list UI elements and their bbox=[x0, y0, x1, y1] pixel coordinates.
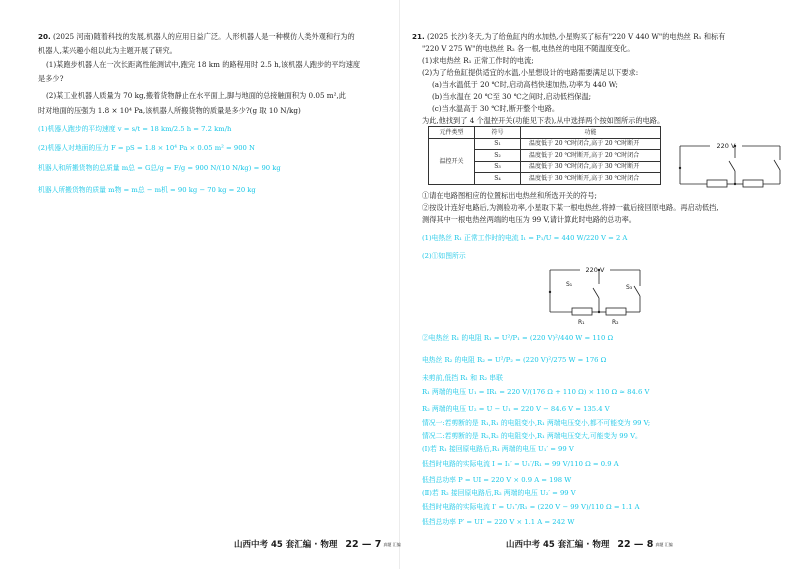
right-footer bbox=[506, 539, 673, 551]
row-function: 温度低于 30 ℃时闭合,高于 30 ℃时断开 bbox=[521, 161, 661, 173]
left-footer-tag: 真题 汇编 bbox=[383, 542, 401, 548]
question-circuit-diagram bbox=[672, 138, 792, 194]
q20-answer1: (1)机器人跑步的平均速度 v = s/t = 18 km/2.5 h = 7.2 km/h bbox=[38, 125, 232, 133]
row-symbol: S₁ bbox=[475, 138, 521, 150]
q21-number: 21. bbox=[412, 32, 425, 41]
switch-table bbox=[428, 126, 661, 185]
q20-answer3: 机器人和所搬货物的总质量 m总 = G总/g = F/g = 900 N/(10 N/kg) = 90 kg bbox=[38, 164, 281, 172]
q21-req-c: (c)当水温高于 30 ℃时,断开整个电路。 bbox=[432, 104, 560, 113]
q21-answer-line: 情况一:若剪断的是 R₁,R₁ 的电阻变小,R₁ 两端电压变小,都不可能变为 99 V; bbox=[422, 419, 651, 427]
q20-part2-line1: (2)某工业机器人质量为 70 kg,搬着货物静止在水平面上,脚与地面的总接触面积为 0.05 m²,此 bbox=[46, 91, 346, 100]
q21-intro-line1 bbox=[412, 32, 725, 41]
answer-circuit-diagram bbox=[542, 262, 652, 328]
right-footer-page: 22 — 8 bbox=[617, 539, 654, 551]
row-function: 温度低于 20 ℃时断开,高于 20 ℃时闭合 bbox=[521, 150, 661, 162]
left-footer-title: 山西中考 45 套汇编 · 物理 bbox=[234, 540, 338, 551]
q21-answer-line: (1)电热丝 R₁ 正常工作时的电流 I₁ = P₁/U = 440 W/220 V = 2 A bbox=[422, 234, 628, 242]
q21-answer-line: 低挡时电路的实际电流 I′ = U₁″/R₁ = (220 V − 99 V)/110 Ω = 1.1 A bbox=[422, 503, 640, 511]
q21-answer-line: (2)①如图所示 bbox=[422, 252, 466, 260]
th-type: 元件类型 bbox=[429, 127, 475, 139]
q21-part3: 为此,他找到了 4 个温控开关(功能见下表),从中选择两个按如图所示的电路。 bbox=[422, 116, 665, 125]
q21-answer-line: R₁ 两端的电压 U₁ = IR₁ = 220 V/(176 Ω + 110 Ω) × 110 Ω ≈ 84.6 V bbox=[422, 388, 650, 396]
right-footer-tag: 真题 汇编 bbox=[655, 542, 673, 548]
row-label: 温控开关 bbox=[429, 138, 475, 184]
row-symbol: S₃ bbox=[475, 161, 521, 173]
q21-req-a: (a)当水温低于 20 ℃时,启动高档快速加热,功率为 440 W; bbox=[432, 80, 618, 89]
q20-intro-line2: 机器人,某兴趣小组以此为主题开展了研究。 bbox=[38, 46, 177, 55]
row-symbol: S₂ bbox=[475, 150, 521, 162]
q20-answer4: 机器人所搬货物的质量 m物 = m总 − m机 = 90 kg − 70 kg = 20 kg bbox=[38, 186, 256, 194]
left-footer bbox=[234, 539, 401, 551]
right-footer-title: 山西中考 45 套汇编 · 物理 bbox=[506, 540, 610, 551]
q20-intro-line1 bbox=[38, 32, 355, 41]
question-circuit-voltage: 220 V bbox=[716, 142, 736, 150]
q21-instruction1: ①请在电路图相应的位置标出电热丝和所选开关的符号; bbox=[422, 191, 597, 200]
q21-answer-line: 低挡总功率 P′ = UI′ = 220 V × 1.1 A = 242 W bbox=[422, 518, 575, 526]
q21-req-b: (b)当水温在 20 ℃至 30 ℃之间时,启动低档保温; bbox=[432, 92, 592, 101]
q21-answer-line: 低挡时电路的实际电流 I = I₁′ = U₁′/R₁ = 99 V/110 Ω = 0.9 A bbox=[422, 460, 619, 468]
q21-answer-line: 情况二:若剪断的是 R₂,R₂ 的电阻变小,R₁ 两端电压变大,可能变为 99 V。 bbox=[422, 432, 642, 440]
q20-part1-line2: 是多少? bbox=[38, 74, 64, 83]
th-symbol: 符号 bbox=[475, 127, 521, 139]
label-r1: R₁ bbox=[578, 319, 585, 326]
q21-answer-line: R₂ 两端的电压 U₂ = U − U₁ = 220 V − 84.6 V = 135.4 V bbox=[422, 405, 610, 413]
q21-answer-line: 未剪前,低挡 R₁ 和 R₂ 串联 bbox=[422, 374, 503, 382]
q20-number: 20. bbox=[38, 32, 51, 41]
row-function: 温度低于 20 ℃时闭合,高于 20 ℃时断开 bbox=[521, 138, 661, 150]
label-r2: R₂ bbox=[612, 319, 619, 326]
q21-intro-line2: "220 V 275 W"的电热丝 R₂ 各一根,电热丝的电阻不随温度变化。 bbox=[422, 44, 635, 53]
table-row bbox=[429, 138, 661, 150]
switch-table-header bbox=[429, 127, 661, 139]
q20-part1-line1: (1)某跑步机器人在一次长距离性能测试中,跑完 18 km 的路程用时 2.5 h,该机器人跑步的平均速度 bbox=[46, 60, 361, 69]
right-page bbox=[400, 0, 800, 569]
q20-part2-line2: 时对地面的压强为 1.8 × 10⁴ Pa,该机器人所搬货物的质量是多少?(g 取 10 N/kg) bbox=[38, 106, 301, 115]
q21-instruction3: 测得其中一根电热丝两端的电压为 99 V,请计算此时电路的总功率。 bbox=[422, 215, 636, 224]
label-s3: S₃ bbox=[626, 284, 633, 291]
q21-answer-line: 电热丝 R₂ 的电阻 R₂ = U²/P₂ = (220 V)²/275 W = 176 Ω bbox=[422, 356, 607, 364]
q20-answer2: (2)机器人对地面的压力 F = pS = 1.8 × 10⁴ Pa × 0.05 m² = 900 N bbox=[38, 144, 255, 152]
q21-instruction2: ②按设计连好电路后,为测验功率,小星取下某一根电热丝,将掉一截后接回原电路。再启动低挡, bbox=[422, 203, 719, 212]
th-function: 功能 bbox=[521, 127, 661, 139]
q21-intro-text1: (2025 长沙)冬天,为了给鱼缸内的水加热,小星购买了标有"220 V 440 W"的电热丝 R₁ 和标有 bbox=[427, 32, 726, 41]
q20-intro-text1: (2025 河南)随着科技的发展,机器人的应用日益广泛。人形机器人是一种模仿人类外观和行为的 bbox=[53, 32, 355, 41]
q21-answer-line: ②电热丝 R₁ 的电阻 R₁ = U²/P₁ = (220 V)²/440 W = 110 Ω bbox=[422, 334, 614, 342]
q21-answer-line: (Ⅱ)若 R₂ 接回原电路后,R₂ 两端的电压 U₂′ = 99 V bbox=[422, 489, 576, 497]
q21-part2: (2)为了给鱼缸提供适宜的水温,小星想设计的电路需要满足以下要求: bbox=[422, 68, 639, 77]
row-function: 温度低于 30 ℃时断开,高于 30 ℃时闭合 bbox=[521, 173, 661, 185]
q21-answer-line: 低挡总功率 P = UI = 220 V × 0.9 A = 198 W bbox=[422, 476, 572, 484]
q21-part1: (1)求电热丝 R₁ 正常工作时的电流; bbox=[422, 56, 534, 65]
label-s1: S₁ bbox=[566, 281, 573, 288]
q21-answer-line: (Ⅰ)若 R₁ 接回原电路后,R₁ 两端的电压 U₁′ = 99 V bbox=[422, 445, 574, 453]
answer-circuit-voltage: 220 V bbox=[585, 266, 605, 274]
row-symbol: S₄ bbox=[475, 173, 521, 185]
left-footer-page: 22 — 7 bbox=[345, 539, 382, 551]
